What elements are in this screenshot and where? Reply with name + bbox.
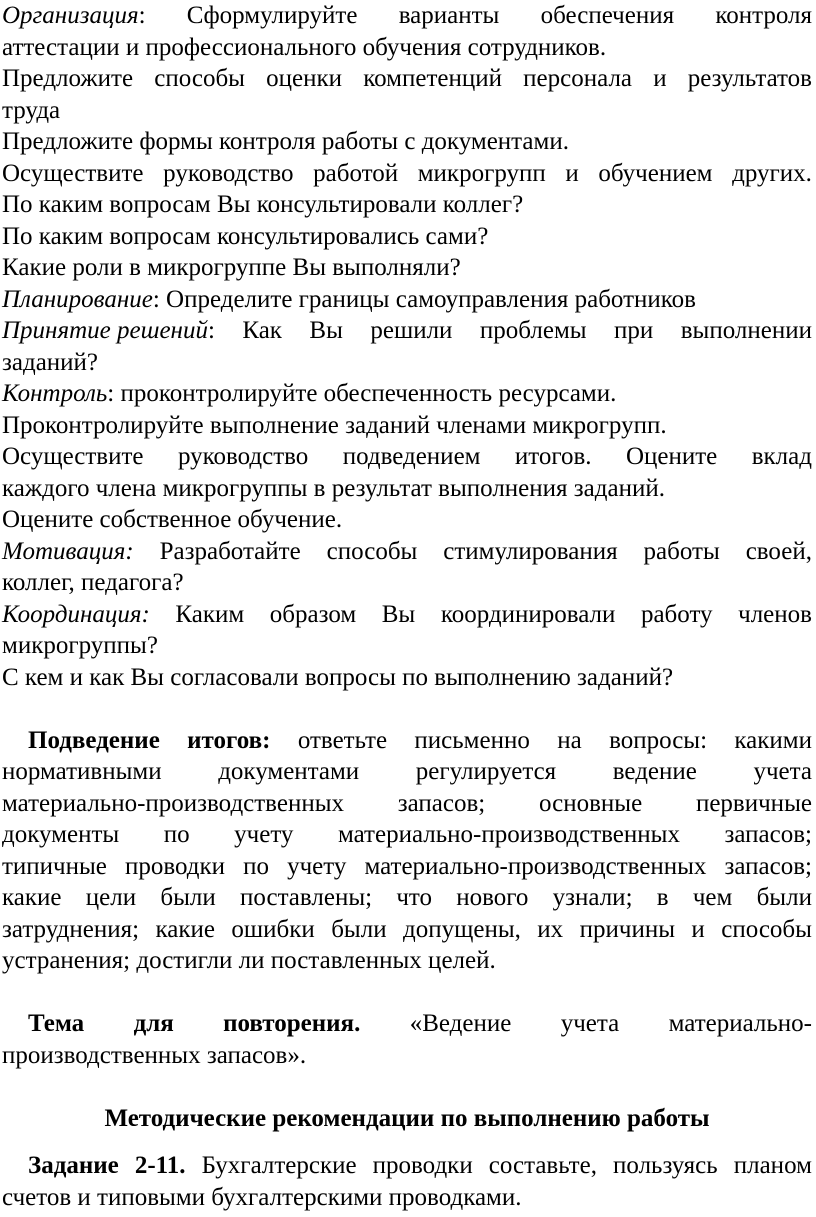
- summary-line-2: [2, 756, 812, 788]
- word: членов: [738, 600, 812, 628]
- word: пользуясь: [613, 1152, 718, 1179]
- word: стимулирования: [443, 537, 618, 565]
- summary-lead-line-2: каждого члена микрогруппы в результат выполнения заданий.: [2, 474, 665, 502]
- word: оценки: [266, 65, 343, 92]
- microgroups-line: [2, 158, 812, 190]
- control-text: : проконтролируйте обеспеченность ресурсами.: [107, 380, 617, 407]
- word: Разработайте: [159, 537, 301, 565]
- word: вопросы:: [609, 726, 708, 754]
- competence-line-1: [2, 63, 812, 95]
- word: были: [331, 915, 387, 943]
- section-label: Мотивация:: [2, 537, 134, 565]
- word: своей,: [745, 537, 812, 565]
- word: «Ведение: [409, 1010, 512, 1037]
- word: Осуществите: [2, 159, 144, 187]
- self-learning-line: Оцените собственное обучение.: [2, 506, 343, 533]
- word: допущены,: [403, 915, 521, 943]
- word: проводки: [125, 852, 226, 880]
- word: в: [656, 884, 669, 911]
- word: при: [614, 317, 654, 344]
- roles-line: Какие роли в микрогруппе Вы выполняли?: [2, 254, 461, 281]
- section-label-word: итогов:: [187, 726, 271, 754]
- word: были: [160, 884, 216, 911]
- word: основные: [539, 789, 643, 817]
- task-line-2: счетов и типовыми бухгалтерскими проводками.: [2, 1183, 522, 1211]
- summary-line-7: [2, 914, 812, 946]
- control-label: Контроль: [2, 380, 108, 407]
- docs-control-line: Предложите формы контроля работы с документами.: [2, 128, 569, 155]
- word: Осуществите: [2, 443, 144, 470]
- section-label-word: Подведение: [28, 726, 160, 754]
- word: работы: [643, 537, 720, 565]
- word: какие: [2, 884, 62, 911]
- word: ответьте: [297, 726, 388, 754]
- word: запасов;: [724, 852, 812, 880]
- word: способы: [154, 65, 245, 92]
- organization-line-2: аттестации и профессионального обучения сотрудников.: [2, 33, 607, 61]
- word: и: [653, 65, 667, 92]
- competence-line-2: труда: [2, 96, 61, 124]
- section-label: Принятие решений: [2, 317, 208, 344]
- word: других.: [732, 159, 812, 187]
- planning-text: : Определите границы самоуправления работников: [152, 285, 696, 313]
- word: учета: [560, 1010, 620, 1037]
- word: нормативными: [2, 758, 162, 785]
- word: материально-производственных: [2, 789, 344, 817]
- word: затруднения;: [2, 915, 140, 943]
- word: какие: [155, 915, 215, 943]
- summary-line-4: [2, 819, 812, 851]
- word: обеспечения: [540, 2, 675, 29]
- agreement-line: С кем и как Вы согласовали вопросы по выполнению заданий?: [2, 663, 674, 691]
- consulted-self-line: По каким вопросам консультировались сами?: [2, 222, 489, 250]
- word: какими: [734, 726, 812, 754]
- word: учета: [753, 758, 812, 785]
- word: варианты: [398, 2, 500, 29]
- word: цели: [85, 884, 137, 911]
- word: запасов;: [724, 821, 812, 848]
- word: вклад: [751, 443, 812, 470]
- word: узнали;: [552, 884, 633, 911]
- section-label-word: для: [133, 1010, 174, 1037]
- repeat-topic-line-1: [2, 1008, 812, 1040]
- word: Оцените: [625, 443, 718, 470]
- section-label-word: Задание: [28, 1152, 119, 1179]
- planning-line: [2, 284, 812, 316]
- section-label-word: повторения.: [223, 1010, 361, 1037]
- section-label: Организация: [2, 2, 139, 29]
- summary-line-8: устранения; достигли ли поставленных целей.: [2, 947, 496, 974]
- word: руководство: [177, 443, 309, 470]
- word: что: [396, 884, 432, 911]
- word: запасов;: [397, 789, 486, 817]
- word: Как: [242, 317, 282, 344]
- word: координировали: [440, 600, 616, 628]
- word: обучением: [598, 159, 713, 187]
- decisions-line-2: заданий?: [2, 348, 99, 376]
- word: персонала: [523, 65, 633, 92]
- word: учету: [234, 821, 294, 848]
- word: типичные: [2, 852, 107, 880]
- word: микрогрупп: [417, 159, 546, 187]
- word: нового: [456, 884, 529, 911]
- decisions-line-1: Принятие решений: Как Вы решили проблемы при выполнении: [2, 315, 812, 347]
- word: чем: [692, 884, 733, 911]
- task-line-1: [2, 1150, 812, 1182]
- word: на: [557, 726, 582, 754]
- word: первичные: [695, 789, 812, 817]
- word: по: [163, 821, 190, 848]
- word: Вы: [309, 317, 343, 344]
- word: контроля: [715, 2, 812, 29]
- word: документы: [2, 821, 120, 848]
- word: образом: [269, 600, 357, 628]
- word: работу: [640, 600, 713, 628]
- word: ведение: [612, 758, 697, 785]
- word: причины: [579, 915, 675, 943]
- word: их: [537, 915, 564, 943]
- summary-line-6: [2, 882, 812, 914]
- word: материально-производственных: [364, 852, 707, 880]
- word: ошибки: [231, 915, 315, 943]
- word: и: [565, 159, 579, 187]
- word: способы: [326, 537, 418, 565]
- word: выполнении: [680, 317, 812, 344]
- spacer: [2, 1071, 812, 1103]
- word: руководство: [163, 159, 294, 187]
- word: Сформулируйте: [186, 2, 358, 29]
- word: поставлены;: [239, 884, 373, 911]
- summary-line-3: [2, 788, 812, 820]
- word: проводки: [372, 1152, 473, 1179]
- summary-line-1: [2, 725, 812, 757]
- word: материально-производственных: [337, 821, 680, 848]
- word: планом: [733, 1152, 812, 1179]
- word: Вы: [381, 600, 416, 628]
- word: компетенций: [363, 65, 502, 92]
- section-label-word: 2-11.: [134, 1152, 186, 1179]
- word: Предложите: [2, 65, 134, 92]
- spacer: [2, 1134, 812, 1150]
- word: результатов: [687, 65, 812, 92]
- coordination-line-1: [2, 599, 812, 631]
- planning-label: Планирование: [2, 285, 153, 313]
- word: письменно: [414, 726, 530, 754]
- word: подведением: [342, 443, 481, 470]
- word: работой: [313, 159, 399, 187]
- summary-line-5: [2, 851, 812, 883]
- word: регулируется: [415, 758, 557, 785]
- word: были: [756, 884, 812, 911]
- summary-lead-line-1: [2, 441, 812, 473]
- control-tasks-line: Проконтролируйте выполнение заданий членами микрогрупп.: [2, 411, 667, 439]
- section-label-word: Тема: [28, 1010, 85, 1037]
- word: способы: [721, 915, 812, 943]
- method-heading: Методические рекомендации по выполнению работы: [104, 1104, 710, 1132]
- section-label: Координация:: [2, 600, 150, 628]
- spacer: [2, 693, 812, 725]
- control-line: [2, 378, 812, 410]
- word: Бухгалтерские: [201, 1152, 357, 1179]
- word: документами: [218, 758, 360, 785]
- motivation-line-2: коллег, педагога?: [2, 569, 184, 596]
- word: Каким: [175, 600, 245, 628]
- word: итогов.: [514, 443, 592, 470]
- word: учету: [287, 852, 347, 880]
- word: составьте,: [488, 1152, 597, 1179]
- consulted-others-line: По каким вопросам Вы консультировали коллег?: [2, 191, 524, 218]
- motivation-line-1: [2, 536, 812, 568]
- word: проблемы: [479, 317, 587, 344]
- word: и: [691, 915, 705, 943]
- word: материально-: [668, 1010, 812, 1037]
- organization-line-1: Организация: Сформулируйте варианты обеспечения контроля: [2, 0, 812, 32]
- word: решили: [370, 317, 453, 344]
- word: по: [243, 852, 270, 880]
- coordination-line-2: микрогруппы?: [2, 632, 158, 659]
- repeat-topic-line-2: производственных запасов».: [2, 1041, 307, 1069]
- spacer: [2, 977, 812, 1009]
